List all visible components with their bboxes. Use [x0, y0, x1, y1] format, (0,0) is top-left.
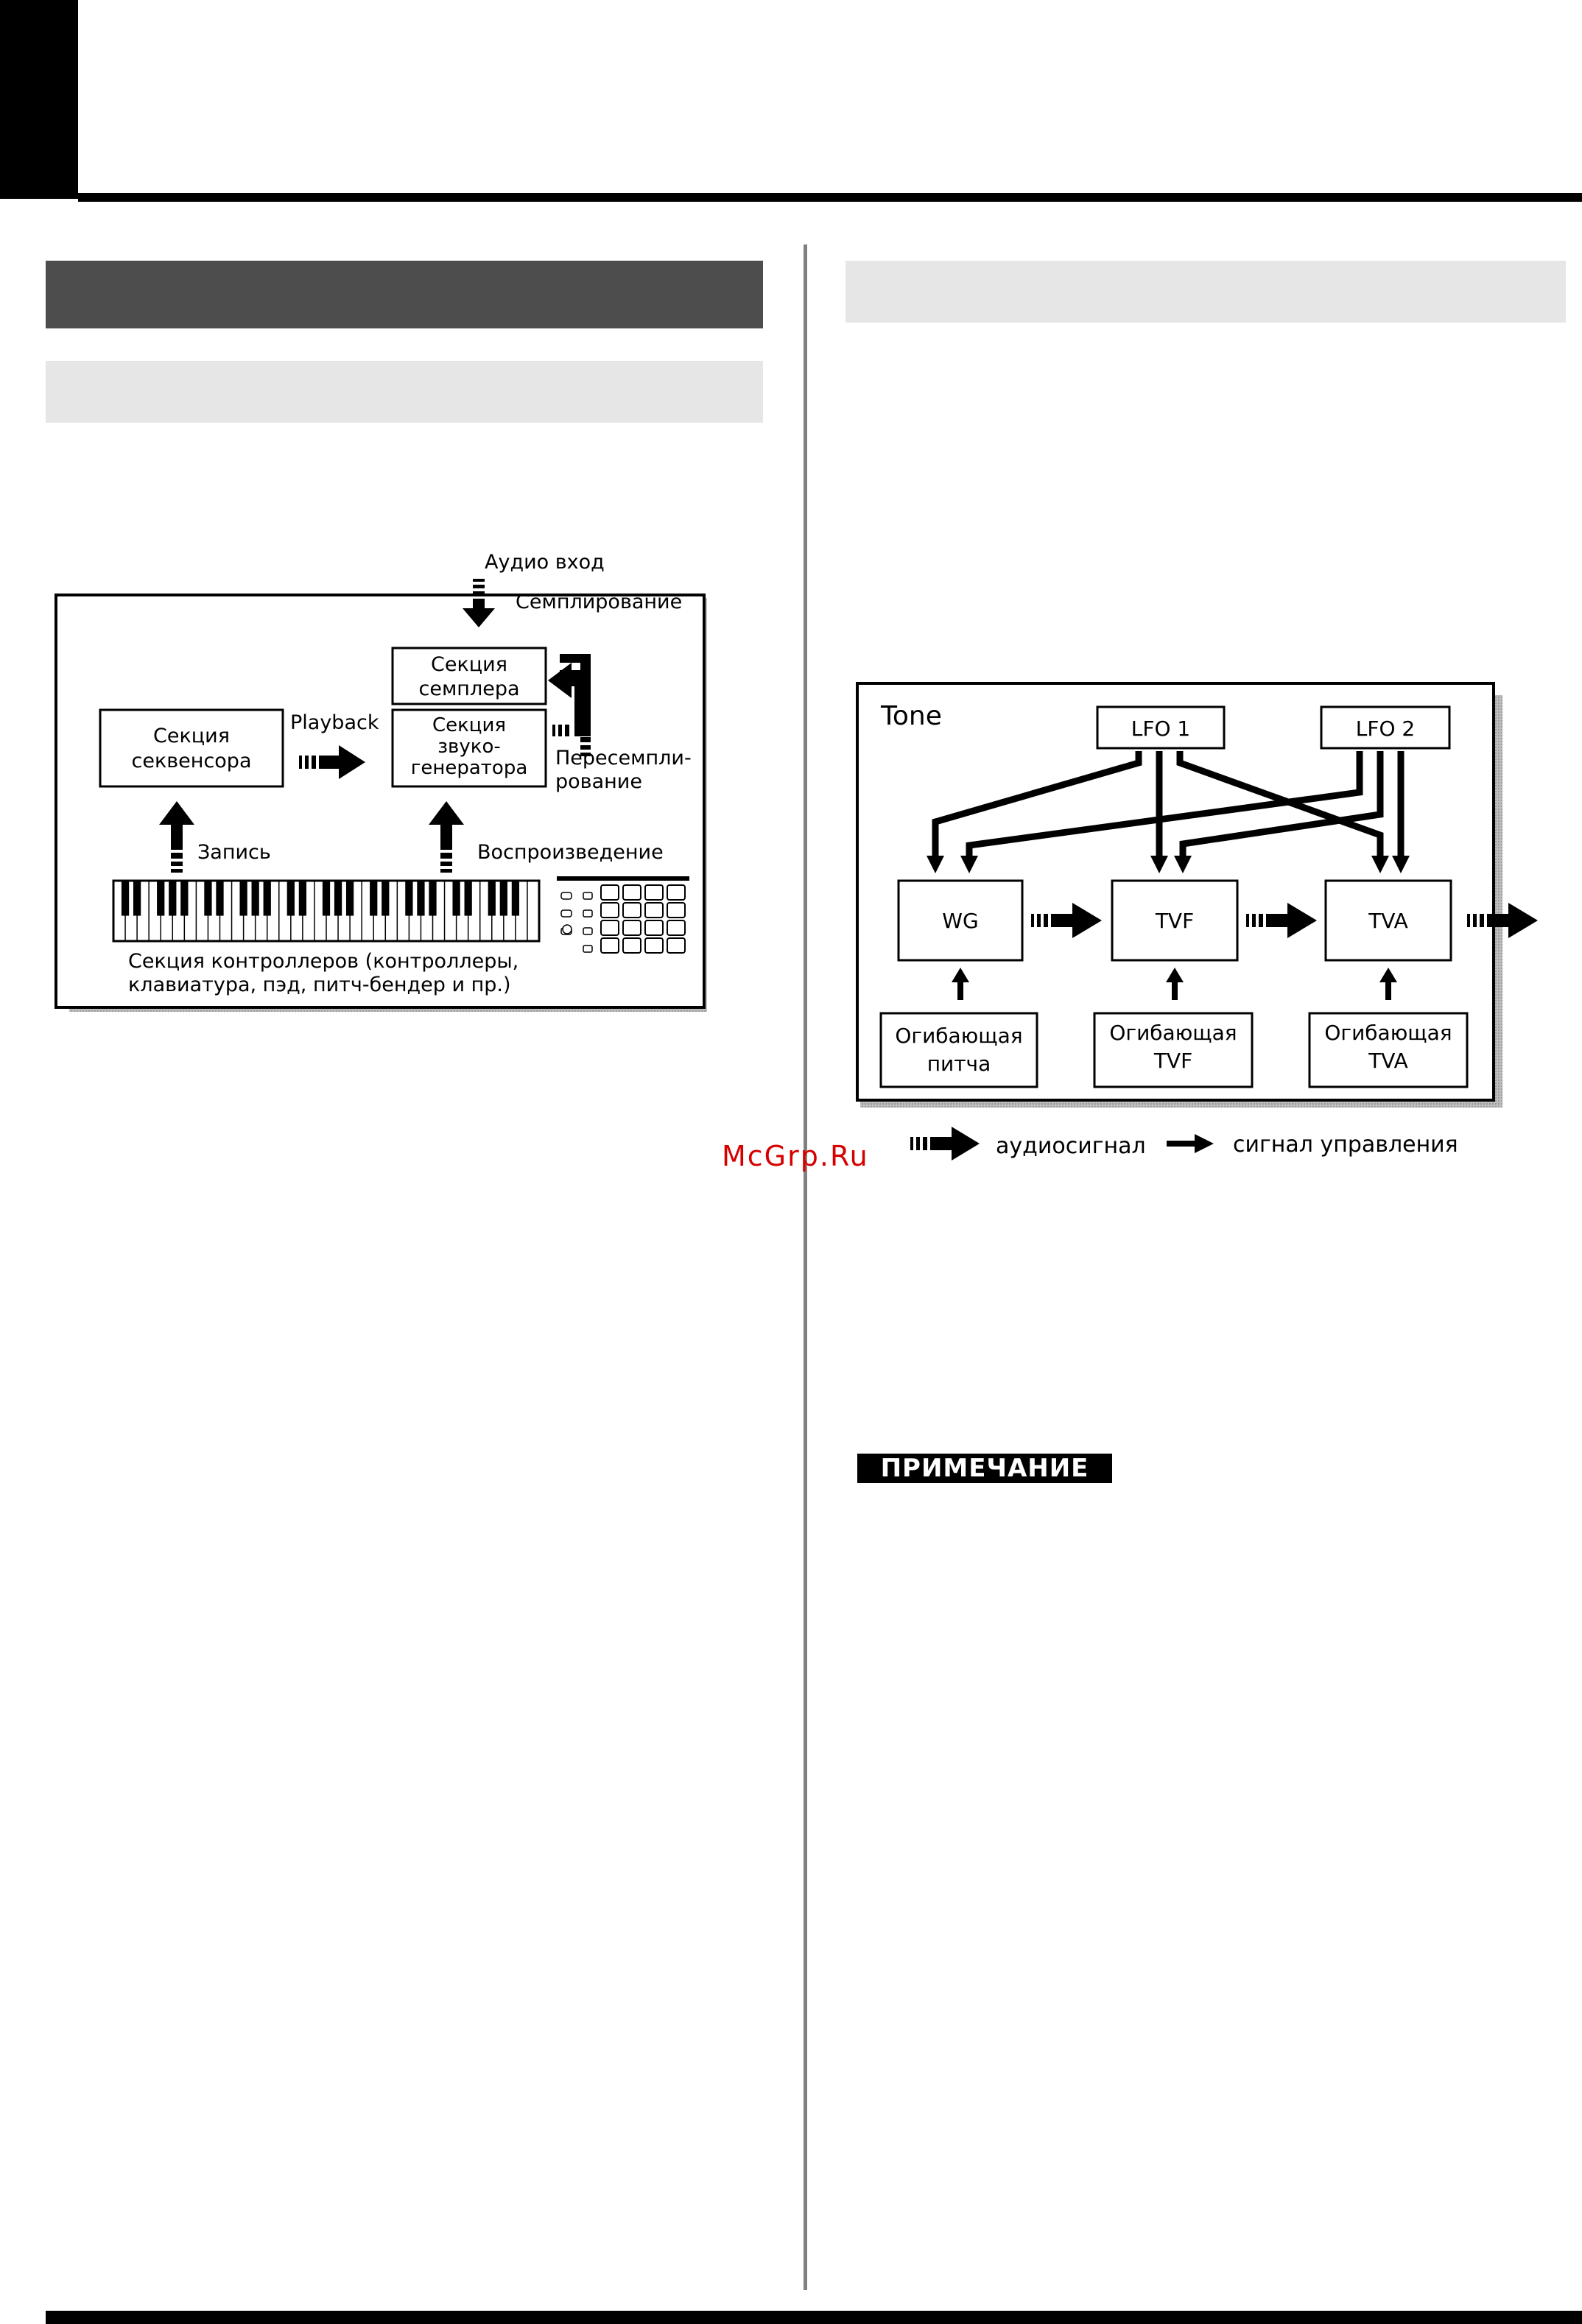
sequencer-label-2: секвенсора — [131, 750, 252, 772]
column-divider — [804, 244, 807, 2290]
sequencer-label-1: Секция — [153, 725, 230, 747]
control-button — [561, 892, 572, 899]
black-key — [264, 881, 271, 916]
legend-control-arrow — [1167, 1134, 1214, 1153]
black-key — [323, 881, 330, 916]
tonegen-label-2: звуко- — [437, 736, 501, 758]
controllers-label-2: клавиатура, пэд, питч-бендер и пр.) — [128, 973, 511, 996]
tva-label: TVA — [1368, 909, 1408, 933]
pad — [623, 938, 641, 953]
structure-diagram — [44, 545, 707, 1024]
black-key — [417, 881, 424, 916]
control-button — [583, 946, 592, 952]
black-key — [334, 881, 342, 916]
black-key — [488, 881, 496, 916]
black-key — [346, 881, 354, 916]
legend-audio-arrow — [910, 1127, 980, 1161]
control-button — [583, 928, 592, 934]
pad — [645, 903, 663, 918]
black-key — [500, 881, 507, 916]
sampler-label-2: семплера — [418, 677, 520, 700]
resampling-label-1: Пересемпли- — [555, 747, 692, 770]
pad — [623, 920, 641, 935]
pad — [645, 938, 663, 953]
black-key — [252, 881, 259, 916]
header-rule — [78, 193, 1582, 202]
pad — [667, 938, 685, 953]
record-label: Запись — [197, 841, 271, 864]
black-key — [299, 881, 306, 916]
pitch-env-label-1: Огибающая — [895, 1024, 1023, 1048]
pad — [623, 885, 641, 900]
tone-structure-diagram — [844, 670, 1566, 1178]
legend-audio-label: аудиосигнал — [996, 1133, 1146, 1159]
tone-label: Tone — [881, 701, 942, 731]
pad — [667, 903, 685, 918]
sampler-label-1: Секция — [431, 653, 507, 676]
resampling-label-2: рование — [555, 770, 642, 793]
sampling-label: Семплирование — [516, 591, 683, 613]
pad — [601, 938, 619, 953]
black-key — [157, 881, 164, 916]
subsection-heading-bar — [46, 361, 763, 423]
black-key — [204, 881, 211, 916]
black-key — [429, 881, 436, 916]
resampling-bars — [552, 725, 569, 736]
black-key — [239, 881, 247, 916]
black-key — [216, 881, 223, 916]
pad — [601, 885, 619, 900]
pad — [667, 885, 685, 900]
tvf-env-label-1: Огибающая — [1109, 1021, 1237, 1045]
playback-ru-label: Воспроизведение — [477, 841, 664, 864]
control-button — [583, 892, 592, 899]
black-key — [465, 881, 472, 916]
footer-rule — [46, 2311, 1582, 2324]
black-key — [180, 881, 188, 916]
control-button — [561, 910, 572, 917]
lfo2-label: LFO 2 — [1355, 716, 1416, 741]
black-key — [133, 881, 141, 916]
black-key — [169, 881, 176, 916]
audio-in-label: Аудио вход — [485, 551, 605, 574]
pitch-env-label-2: питча — [927, 1052, 991, 1076]
playback-label: Playback — [290, 711, 379, 734]
pad — [645, 920, 663, 935]
tonegen-label-3: генератора — [410, 757, 528, 779]
black-key — [382, 881, 389, 916]
corner-tab-block — [0, 0, 78, 199]
pad — [645, 885, 663, 900]
black-key — [512, 881, 519, 916]
black-key — [405, 881, 412, 916]
pad — [601, 920, 619, 935]
wg-label: WG — [942, 909, 979, 933]
tva-env-label-2: TVA — [1368, 1049, 1408, 1073]
lfo1-label: LFO 1 — [1131, 716, 1191, 741]
tvf-label: TVF — [1155, 909, 1195, 933]
tvf-env-label-2: TVF — [1153, 1049, 1193, 1073]
tonegen-label-1: Секция — [432, 714, 507, 736]
pad — [667, 920, 685, 935]
right-section-heading-bar — [846, 261, 1566, 323]
black-key — [452, 881, 460, 916]
control-button — [563, 925, 572, 934]
black-key — [287, 881, 295, 916]
controllers-label-1: Секция контроллеров (контроллеры, — [128, 950, 519, 973]
keyboard-illustration — [113, 881, 539, 941]
section-heading-bar — [46, 261, 763, 328]
legend-control-label: сигнал управления — [1233, 1132, 1458, 1158]
pad — [623, 903, 641, 918]
sequencer-section-box — [100, 710, 283, 786]
note-badge: ПРИМЕЧАНИЕ — [857, 1454, 1112, 1483]
black-key — [122, 881, 129, 916]
control-button — [583, 910, 592, 917]
watermark: McGrp.Ru — [722, 1140, 869, 1172]
tva-env-label-1: Огибающая — [1324, 1021, 1452, 1045]
black-key — [370, 881, 377, 916]
pad — [601, 903, 619, 918]
